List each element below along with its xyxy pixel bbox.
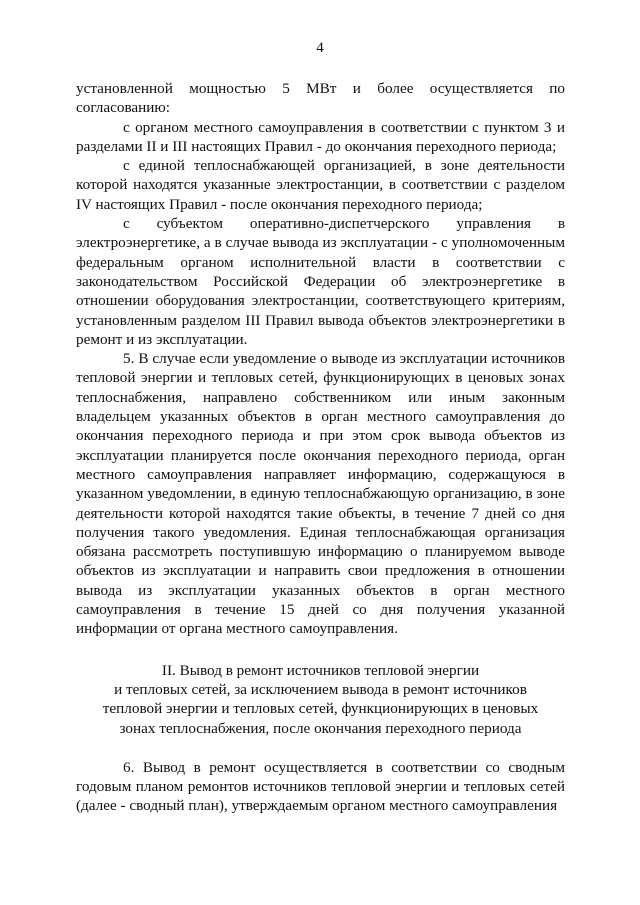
section-heading-line: тепловой энергии и тепловых сетей, функционирующих в ценовых (102, 700, 539, 718)
paragraph-local-government: с органом местного самоуправления в соответствии с пунктом 3 и разделами II и III настоящих Правил - до окончания переходного периода; (76, 118, 565, 155)
paragraph-clause-5: 5. В случае если уведомление о выводе из эксплуатации источников тепловой энергии и тепловых сетей, функционирующих в ценовых зонах теплоснабжения, направлено собственником или иным законным владельцем указанных объектов в орган местного самоуправления до окончания переходного периода и при этом срок вывода объектов из эксплуатации планируется после окончания переходного периода, орган местного самоуправления направляет информацию, содержащуюся в указанном уведомлении, в единую теплоснабжающую организацию, в зоне деятельности которой находятся такие объекты, в течение 7 дней со дня получения такого уведомления. Единая теплоснабжающая организация обязана рассмотреть поступившую информацию о планируемом выводе объектов из эксплуатации и направить свои предложения в отношении вывода из эксплуатации указанных объектов в орган местного самоуправления в течение 15 дней со дня получения указанной информации от органа местного самоуправления. (76, 350, 565, 638)
paragraph-approval-intro: установленной мощностью 5 МВт и более осуществляется по согласованию: (76, 80, 565, 117)
paragraph-clause-6: 6. Вывод в ремонт осуществляется в соответствии со сводным годовым планом ремонтов источников тепловой энергии и тепловых сетей (далее - сводный план), утверждаемым органом местного самоуправления (76, 758, 565, 815)
page-number: 4 (316, 40, 324, 56)
paragraph-dispatch-subject: с субъектом оперативно-диспетчерского управления в электроэнергетике, а в случае вывода из эксплуатации - с уполномоченным федеральным органом исполнительной власти в соответствии с законодательством Российской Федерации об электроэнергетике в отношении оборудования электростанции, соответствующего критериям, установленным разделом III Правил вывода объектов электроэнергетики в ремонт и из эксплуатации. (76, 215, 565, 348)
section-heading-line: зонах теплоснабжения, после окончания переходного периода (119, 719, 522, 737)
section-heading-line: и тепловых сетей, за исключением вывода в ремонт источников (114, 680, 527, 698)
section-heading (76, 661, 565, 738)
document-body (76, 79, 565, 816)
paragraph-heat-supply-org: с единой теплоснабжающей организацией, в зоне деятельности которой находятся указанные электростанции, в соответствии с разделом IV настоящих Правил - после окончания переходного периода; (76, 157, 565, 213)
section-heading-line: II. Вывод в ремонт источников тепловой энергии (161, 661, 480, 679)
